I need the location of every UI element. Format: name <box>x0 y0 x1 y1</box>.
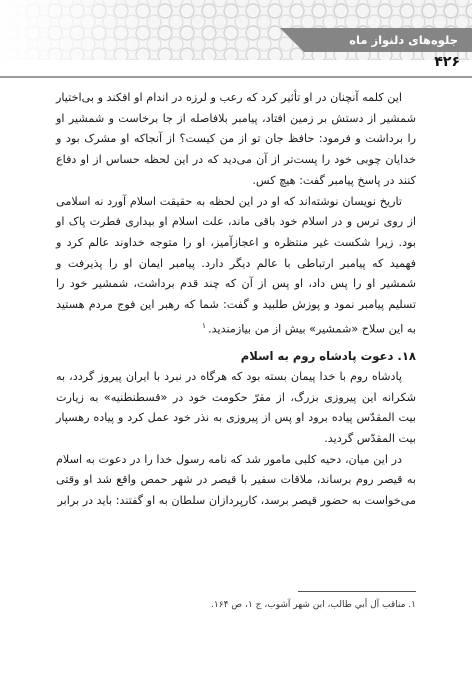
paragraph: پادشاه روم با خدا پیمان بسته بود که هرگاه در نبرد با ایران پیروز گردد، به شکرانه این پیروزی بزرگ، از مقرّ حکومت خود در «قسطنطنیه» به زیارت بیت المقدّس پیاده برود او پس از پیروزی به نذر خود عمل کرد و پیاده رهسپار بیت المقدّس گردید. <box>56 369 416 445</box>
paragraph: این کلمه آنچنان در او تأثیر کرد که رعب و لرزه در اندام او افکند و بی‌اختیار شمشیر از دستش بر زمین افتاد، پیامبر بلافاصله از جا برخاست و شمشیر او را برداشت و فرمود: حافظ جان تو از من کیست؟ از آنجاکه او مشرک بود و خدایان چوبی خود را پست‌تر از آن می‌دید که در این لحظه حساس از او دفاع کنند در پاسخ پیامبر گفت: هیچ کس. <box>56 91 416 187</box>
footnote: ۱. مناقب آل أبي طالب، ابن شهر آشوب، ج ۱، ص ۱۶۴. <box>211 600 416 610</box>
page-number: ۴۲۶ <box>434 54 460 70</box>
book-title: جلوه‌های دلنواز ماه <box>304 28 472 52</box>
footnote-reference[interactable]: ۱ <box>202 320 207 330</box>
footnote-divider <box>298 591 416 592</box>
page-body <box>56 88 416 512</box>
section-heading: ۱۸. دعوت پادشاه روم به اسلام <box>240 349 416 364</box>
paragraph-text: تاریخ نویسان نوشته‌اند که او در این لحظه به حقیقت اسلام آورد نه اسلامی از روی ترس و در اسلام خود باقی ماند، علت اسلام او بیداری فطرت پاک او بود. زیرا شکست غیر منتظره و اعجازآمیز، او را متوجه خداوند عالم کرد و فهمید که پیامبر ارتباطی با عالم دیگر دارد. پیامبر ایمان او را پذیرفت و شمشیر او را پس داد، او پس از آن که چند قدم برداشت، شمشیر خود را تسلیم پیامبر نمود و پوزش طلبید و گفت: شما که رهبر این فوج مردم هستید به این سلاح «شمشیر» بیش از من بیازمندید. <box>56 194 416 336</box>
paragraph: در این میان، دحیه کلبی مامور شد که نامه رسول خدا را در دعوت به اسلام به قیصر روم برساند، ملاقات سفیر با قیصر در شهر حمص واقع شد او وقتی می‌خواست به حضور قیصر برسد، کارپردازان سلطان به او گفتند: باید در برابر <box>56 452 416 508</box>
header-divider <box>0 76 472 78</box>
paragraph <box>56 192 416 341</box>
